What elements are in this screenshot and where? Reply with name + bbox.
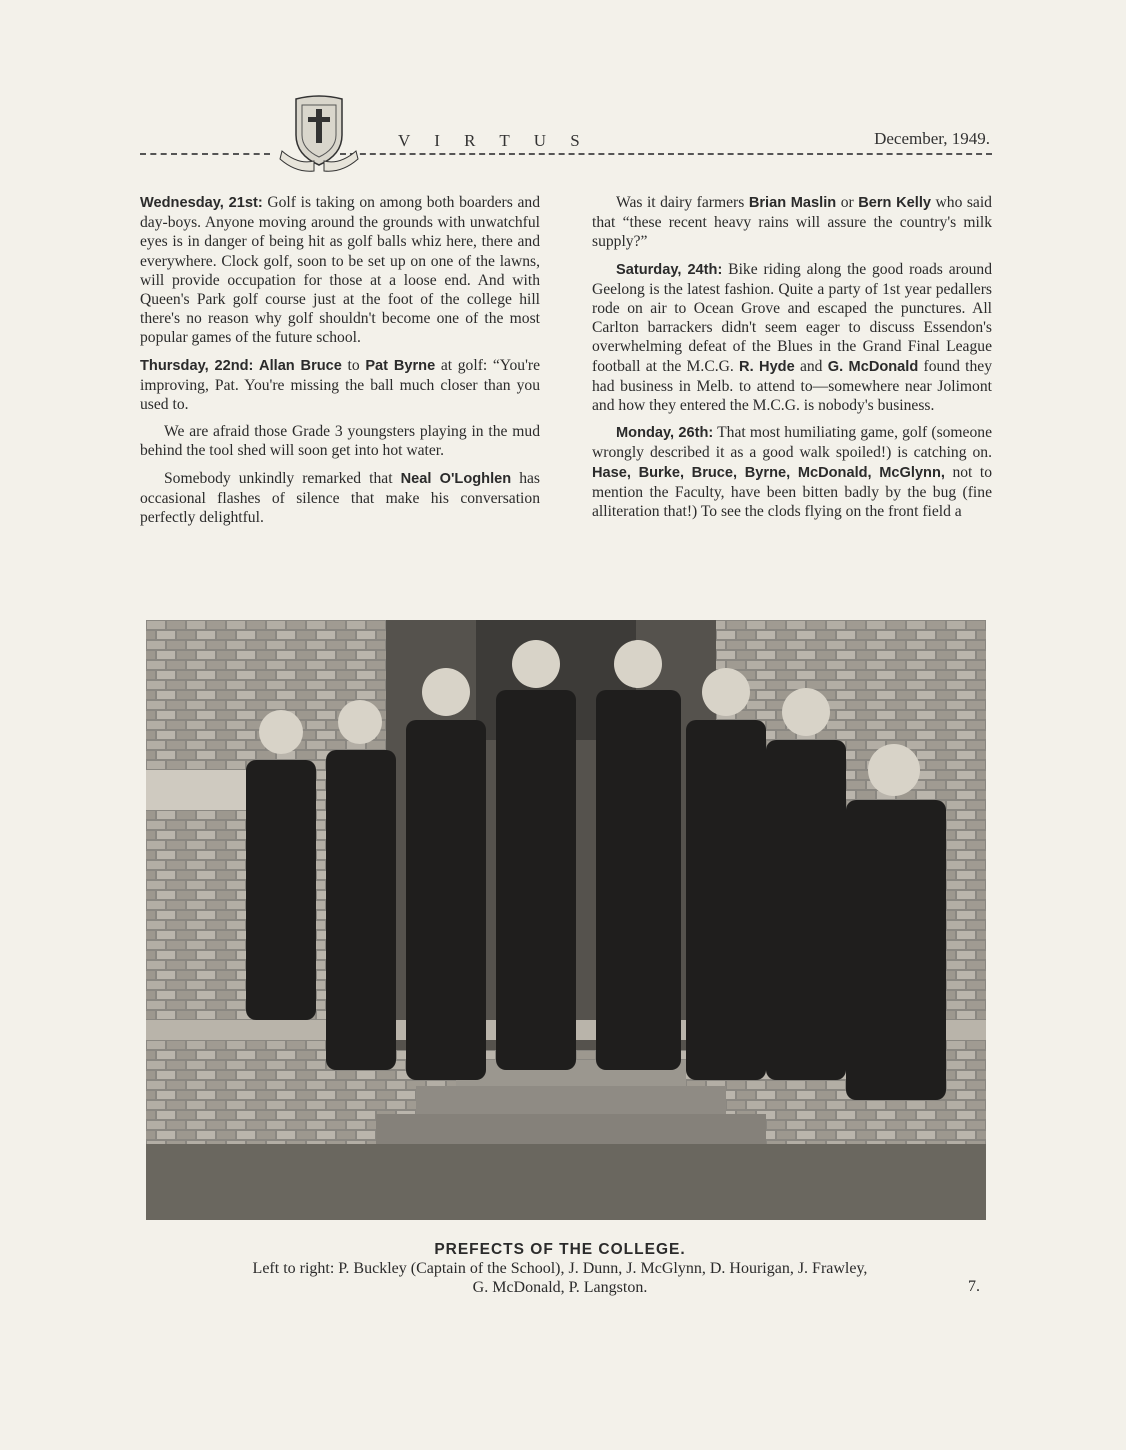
monday-text-2: not to mention the Faculty, have been bitten badly by the bug (fine alliteration that!) To see the clods flying on the front field a <box>592 463 993 521</box>
masthead-title: V I R T U S <box>398 131 590 150</box>
grade3-paragraph: We are afraid those Grade 3 youngsters playing in the mud behind the tool shed will soon get into hot water. <box>140 423 540 460</box>
monday-label: Monday, 26th: <box>616 425 714 442</box>
monday-names: Hase, Burke, Bruce, Byrne, McDonald, McGlynn, <box>592 464 945 481</box>
saturday-name-2: G. McDonald <box>827 358 919 375</box>
thursday-name-2: Pat Byrne <box>365 357 436 374</box>
neal-pre: Somebody unkindly remarked that <box>164 469 401 487</box>
saturday-entry <box>592 260 992 416</box>
caption-line-1: Left to right: P. Buckley (Captain of the School), J. Dunn, J. McGlynn, D. Hourigan, J. Frawley, <box>252 1260 868 1277</box>
saturday-name-1: R. Hyde <box>739 358 795 375</box>
thursday-entry <box>140 356 540 415</box>
monday-entry <box>592 423 992 521</box>
prefects-photo <box>146 620 986 1220</box>
dairy-name-2: Bern Kelly <box>858 195 931 211</box>
photo-caption <box>120 1240 1000 1297</box>
thursday-text: at golf: “You're improving, Pat. You're missing the ball much closer than you used to. <box>140 356 540 414</box>
right-column <box>592 193 992 529</box>
issue-date: December, 1949. <box>874 129 990 148</box>
dairy-name-1: Brian Maslin <box>748 195 837 211</box>
dairy-paragraph <box>592 193 992 252</box>
dairy-or: or <box>836 194 859 211</box>
dairy-pre: Was it dairy farmers <box>616 194 749 211</box>
saturday-text-2: found they had business in Melb. to attend to—somewhere near Jolimont and how they entered the M.C.G. is nobody's business. <box>592 357 993 415</box>
wednesday-label: Wednesday, 21st: <box>140 195 263 211</box>
dairy-post: who said that “these recent heavy rains will assure the country's milk supply?” <box>592 194 992 251</box>
neal-post: has occasional flashes of silence that make his conversation perfectly delightful. <box>140 469 540 527</box>
saturday-and: and <box>794 357 828 375</box>
caption-title: PREFECTS OF THE COLLEGE. <box>434 1241 686 1258</box>
thursday-to: to <box>341 356 366 374</box>
caption-line-2: G. McDonald, P. Langston. <box>472 1279 648 1296</box>
thursday-label: Thursday, 22nd: <box>140 357 254 374</box>
monday-text: That most humiliating game, golf (someone wrongly described it as a good walk spoiled!) is catching on. <box>592 424 992 462</box>
saturday-text: Bike riding along the good roads around Geelong is the latest fashion. Quite a party of 1st year pedallers rode on air to Ocean Grove and escaped the punctures. All Carlton barrackers didn't seem eager to discuss Essendon's overwhelming defeat of the Blues in the Grand Final League football at the M.C.G. <box>592 260 993 375</box>
header-rule-left <box>140 153 270 155</box>
page-header <box>140 95 992 175</box>
neal-paragraph <box>140 469 540 528</box>
wednesday-text: Golf is taking on among both boarders and day-boys. Anyone moving around the grounds with unwatchful eyes is in danger of being hit as golf balls whiz here, there and everywhere. Clock golf, soon to be set up on one of the lawns, will provide occupation for those at a loose end. And with Queen's Park golf course just at the foot of the college hill there's no reason why golf shouldn't become one of the most popular games of the future school. <box>140 194 540 347</box>
saturday-label: Saturday, 24th: <box>616 261 723 278</box>
left-column <box>140 193 540 535</box>
wednesday-entry <box>140 193 540 348</box>
thursday-name-1: Allan Bruce <box>259 357 342 374</box>
header-rule-right <box>340 153 992 155</box>
college-crest-icon <box>278 95 360 175</box>
prefects-photo-illustration <box>146 620 986 1220</box>
page-number: 7. <box>968 1278 980 1295</box>
neal-name: Neal O'Loghlen <box>400 470 512 487</box>
